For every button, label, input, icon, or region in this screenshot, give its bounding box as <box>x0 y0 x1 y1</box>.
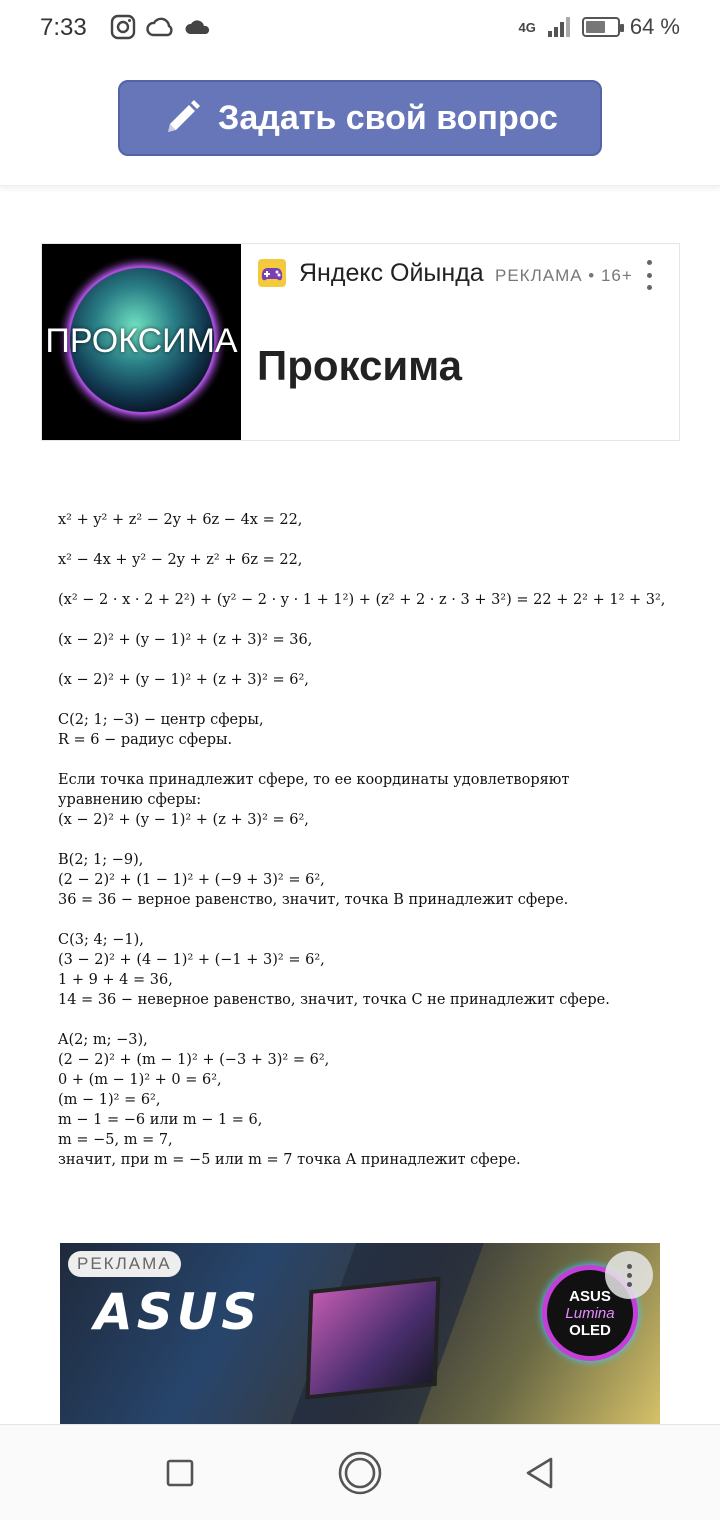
battery-percent: 64 % <box>629 14 680 39</box>
solution-spacer <box>58 830 698 850</box>
dot <box>627 1273 632 1278</box>
ad-badge: РЕКЛАМА <box>68 1251 181 1277</box>
dot <box>627 1282 632 1287</box>
square-icon <box>165 1458 195 1488</box>
solution-line: 0 + (m − 1)² + 0 = 6², <box>58 1072 222 1088</box>
solution-line: B(2; 1; −9), <box>58 852 144 868</box>
ad-title[interactable]: Проксима <box>257 342 463 389</box>
solution-line: C(2; 1; −3) − центр сферы, <box>58 712 264 728</box>
solution-line: m − 1 = −6 или m − 1 = 6, <box>58 1112 263 1128</box>
dot <box>627 1264 632 1269</box>
dot <box>647 285 652 290</box>
solution-line: (x − 2)² + (y − 1)² + (z + 3)² = 6², <box>58 812 309 828</box>
solution-line: (2 − 2)² + (m − 1)² + (−3 + 3)² = 6², <box>58 1052 330 1068</box>
battery-icon <box>582 17 620 37</box>
solution-line: 14 = 36 − неверное равенство, значит, точка C не принадлежит сфере. <box>58 992 610 1008</box>
solution-spacer <box>58 910 698 930</box>
status-right <box>519 14 681 40</box>
solution-line: значит, при m = −5 или m = 7 точка A принадлежит сфере. <box>58 1152 521 1168</box>
ad-source <box>257 258 489 288</box>
solution-line: Если точка принадлежит сфере, то ее координаты удовлетворяют <box>58 772 570 788</box>
ad-label: РЕКЛАМА • 16+ <box>495 266 633 285</box>
solution-line: (x² − 2 · x · 2 + 2²) + (y² − 2 · y · 1 + 1²) + (z² + 2 · z · 3 + 3²) = 22 + 2² + 1² + 3², <box>58 592 666 608</box>
laptop-image <box>305 1277 440 1400</box>
signal-icon <box>546 16 572 38</box>
bottom-ad-banner[interactable] <box>60 1243 660 1433</box>
notification-icons <box>110 14 212 40</box>
solution-spacer <box>58 750 698 770</box>
recent-apps-button[interactable] <box>156 1449 204 1497</box>
solution-spacer <box>58 1010 698 1030</box>
oled-bottom: OLED <box>569 1321 611 1339</box>
solution-spacer <box>58 650 698 670</box>
top-header <box>0 56 720 186</box>
ad-more-button[interactable] <box>605 1251 653 1299</box>
solution-line: x² − 4x + y² − 2y + z² + 6z = 22, <box>58 552 303 568</box>
dot <box>647 260 652 265</box>
solution-text <box>58 510 698 1170</box>
navigation-bar <box>0 1424 720 1520</box>
solution-spacer <box>58 690 698 710</box>
dot <box>647 273 652 278</box>
ask-question-button[interactable] <box>118 80 602 156</box>
status-bar <box>0 0 720 56</box>
oled-top: ASUS <box>569 1287 611 1305</box>
solution-line: A(2; m; −3), <box>58 1032 148 1048</box>
solution-line: (m − 1)² = 6², <box>58 1092 161 1108</box>
home-button[interactable] <box>336 1449 384 1497</box>
pencil-icon <box>162 98 202 138</box>
battery-fill <box>586 21 605 33</box>
solution-line: m = −5, m = 7, <box>58 1132 173 1148</box>
solution-line: 36 = 36 − верное равенство, значит, точка B принадлежит сфере. <box>58 892 569 908</box>
solution-spacer <box>58 570 698 590</box>
circle-icon <box>337 1450 383 1496</box>
solution-line: уравнению сферы: <box>58 792 202 808</box>
solution-line: (x − 2)² + (y − 1)² + (z + 3)² = 6², <box>58 672 309 688</box>
instagram-icon <box>110 14 136 40</box>
status-time: 7:33 <box>40 14 87 41</box>
cloud-icon <box>184 16 212 38</box>
ad-source-name: Яндекс Ойында <box>299 258 484 287</box>
ad-image[interactable] <box>42 244 241 440</box>
network-type: 4G <box>518 19 536 35</box>
asus-logo: ASUS <box>94 1283 262 1341</box>
solution-line: (3 − 2)² + (4 − 1)² + (−1 + 3)² = 6², <box>58 952 325 968</box>
solution-line: C(3; 4; −1), <box>58 932 144 948</box>
solution-spacer <box>58 610 698 630</box>
ask-question-label: Задать свой вопрос <box>218 98 558 137</box>
solution-line: R = 6 − радиус сферы. <box>58 732 233 748</box>
ad-menu-button[interactable] <box>643 260 655 290</box>
back-button[interactable] <box>516 1449 564 1497</box>
ad-image-text: ПРОКСИМА <box>45 322 238 360</box>
oled-mid: Lumina <box>565 1304 615 1322</box>
ad-card[interactable] <box>41 243 680 441</box>
solution-spacer <box>58 530 698 550</box>
solution-line: (x − 2)² + (y − 1)² + (z + 3)² = 36, <box>58 632 313 648</box>
weather-icon <box>146 14 174 40</box>
game-controller-icon <box>257 258 287 288</box>
back-triangle-icon <box>524 1456 556 1490</box>
solution-line: x² + y² + z² − 2y + 6z − 4x = 22, <box>58 512 303 528</box>
solution-line: (2 − 2)² + (1 − 1)² + (−9 + 3)² = 6², <box>58 872 325 888</box>
solution-line: 1 + 9 + 4 = 36, <box>58 972 173 988</box>
